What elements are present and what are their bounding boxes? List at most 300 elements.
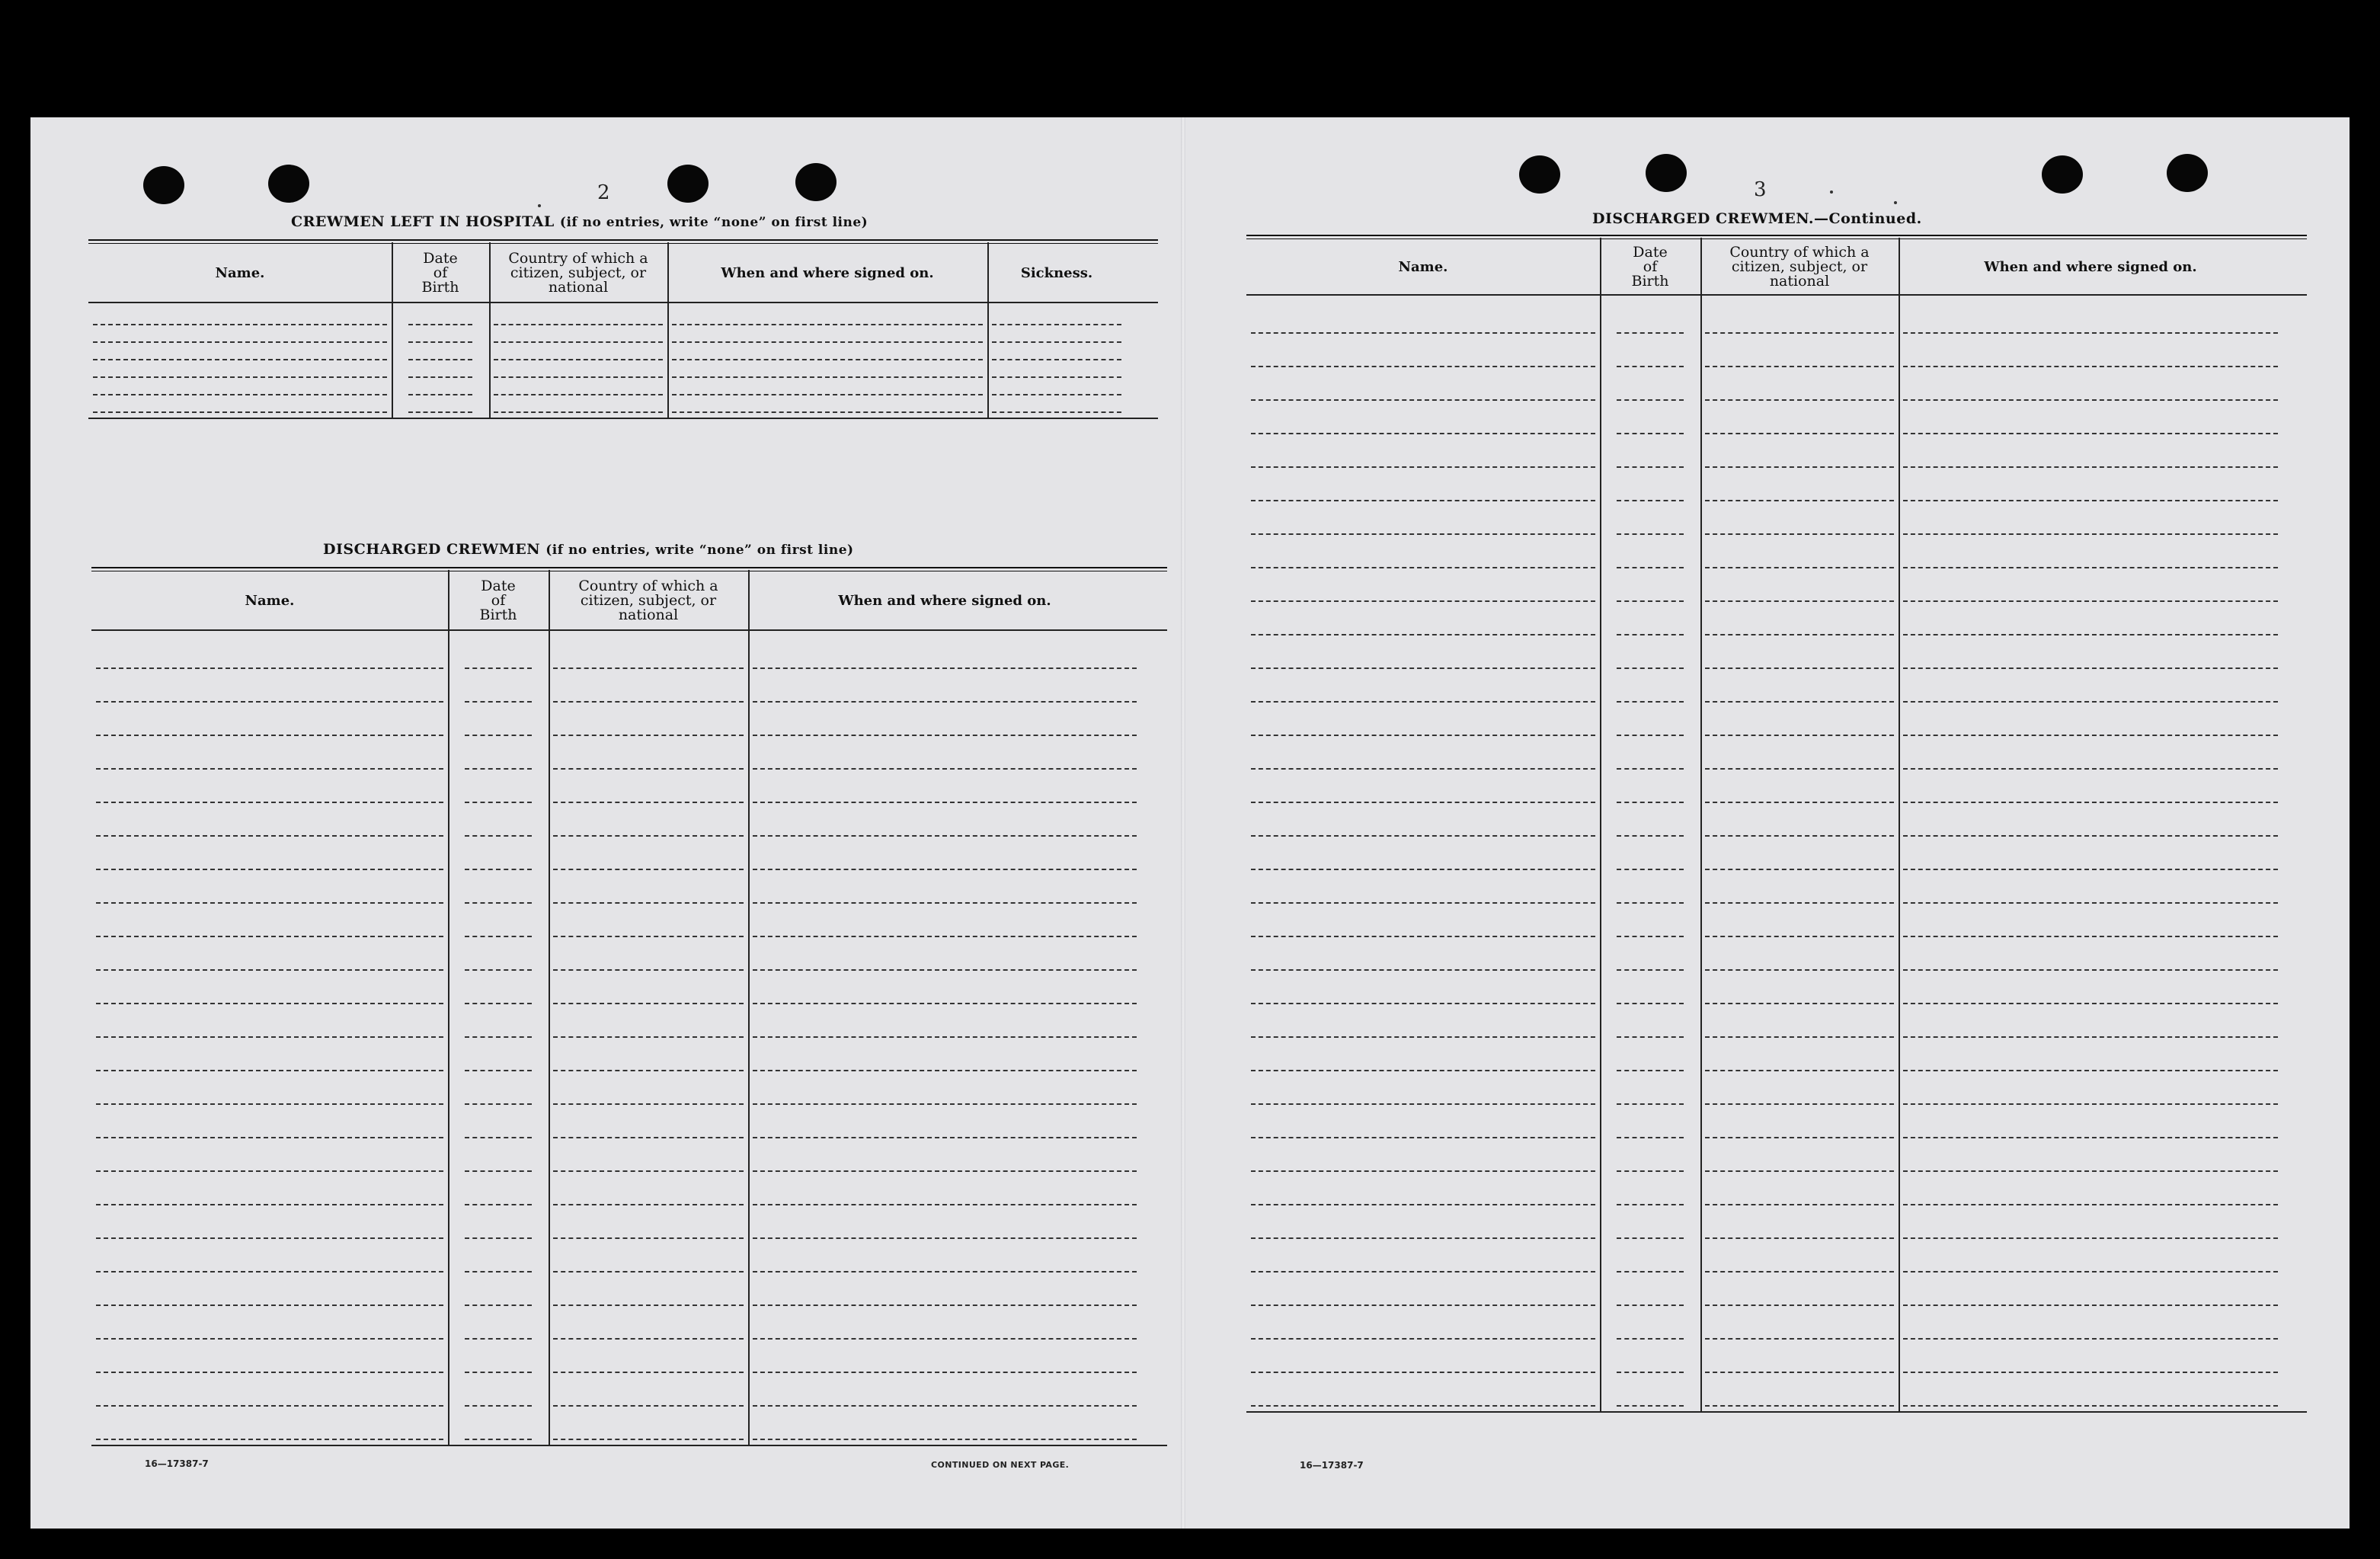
entry-line[interactable]: [1617, 1271, 1684, 1272]
entry-line[interactable]: [465, 969, 532, 971]
entry-line[interactable]: [753, 1405, 1137, 1407]
entry-line[interactable]: [1251, 701, 1595, 703]
entry-line[interactable]: [1705, 1103, 1894, 1105]
entry-line[interactable]: [553, 1003, 744, 1004]
entry-line[interactable]: [1705, 936, 1894, 937]
entry-line[interactable]: [494, 376, 663, 378]
entry-line[interactable]: [1705, 1070, 1894, 1071]
entry-line[interactable]: [992, 411, 1121, 413]
entry-line[interactable]: [1903, 366, 2278, 367]
entry-line[interactable]: [1903, 1103, 2278, 1105]
entry-line[interactable]: [1617, 634, 1684, 635]
table-bottom-rule: [88, 418, 1158, 419]
entry-line[interactable]: [1617, 802, 1684, 803]
entry-line[interactable]: [1705, 567, 1894, 568]
entry-line[interactable]: [96, 735, 443, 736]
entry-line[interactable]: [465, 1137, 532, 1138]
entry-line[interactable]: [753, 1338, 1137, 1340]
entry-line[interactable]: [553, 1338, 744, 1340]
entry-line[interactable]: [1617, 466, 1684, 468]
entry-line[interactable]: [494, 359, 663, 360]
discharged-table: [91, 567, 1167, 1451]
entry-line[interactable]: [1705, 1338, 1894, 1340]
entry-line[interactable]: [1251, 1204, 1595, 1205]
entry-line[interactable]: [753, 1237, 1137, 1239]
entry-line[interactable]: [465, 1237, 532, 1239]
entry-line[interactable]: [408, 411, 472, 413]
discharged-continued-table: [1246, 235, 2307, 1454]
entry-line[interactable]: [93, 359, 387, 360]
entry-line[interactable]: [753, 1137, 1137, 1138]
entry-line[interactable]: [96, 835, 443, 837]
page-fold: [1181, 117, 1185, 1529]
entry-line[interactable]: [1617, 902, 1684, 904]
entry-line[interactable]: [753, 802, 1137, 803]
entry-line[interactable]: [1705, 634, 1894, 635]
entry-line[interactable]: [992, 359, 1121, 360]
entry-line[interactable]: [553, 735, 744, 736]
entry-line[interactable]: [553, 1036, 744, 1038]
entry-line[interactable]: [93, 341, 387, 343]
entry-line[interactable]: [1705, 533, 1894, 535]
entry-line[interactable]: [1903, 1204, 2278, 1205]
entry-line[interactable]: [96, 969, 443, 971]
entry-line[interactable]: [1705, 1137, 1894, 1138]
punch-hole: [1519, 155, 1560, 194]
entry-line[interactable]: [1705, 1204, 1894, 1205]
entry-line[interactable]: [1903, 600, 2278, 602]
entry-line[interactable]: [1251, 1070, 1595, 1071]
entry-line[interactable]: [96, 1271, 443, 1272]
entry-line[interactable]: [465, 1204, 532, 1205]
entry-line[interactable]: [1251, 1170, 1595, 1172]
entry-line[interactable]: [1617, 567, 1684, 568]
entry-line[interactable]: [1705, 969, 1894, 971]
entry-line[interactable]: [465, 835, 532, 837]
entry-line[interactable]: [1705, 735, 1894, 736]
entry-line[interactable]: [96, 1204, 443, 1205]
entry-line[interactable]: [553, 802, 744, 803]
entry-line[interactable]: [1251, 500, 1595, 501]
entry-line[interactable]: [553, 1137, 744, 1138]
entry-line[interactable]: [553, 701, 744, 703]
entry-line[interactable]: [96, 1237, 443, 1239]
entry-line[interactable]: [465, 936, 532, 937]
entry-line[interactable]: [1705, 332, 1894, 334]
column-divider: [1700, 238, 1702, 1411]
entry-line[interactable]: [96, 869, 443, 870]
entry-line[interactable]: [1617, 500, 1684, 501]
entry-line[interactable]: [1617, 1372, 1684, 1373]
column-divider: [1899, 238, 1900, 1411]
entry-line[interactable]: [1251, 969, 1595, 971]
entry-line[interactable]: [1705, 701, 1894, 703]
entry-line[interactable]: [96, 1036, 443, 1038]
entry-line[interactable]: [96, 1170, 443, 1172]
entry-line[interactable]: [1251, 1036, 1595, 1038]
entry-line[interactable]: [553, 1237, 744, 1239]
entry-line[interactable]: [1617, 399, 1684, 401]
entry-line[interactable]: [1251, 366, 1595, 367]
entry-line[interactable]: [672, 359, 983, 360]
entry-line[interactable]: [1617, 1405, 1684, 1407]
entry-line[interactable]: [753, 1372, 1137, 1373]
entry-line[interactable]: [1903, 500, 2278, 501]
entry-line[interactable]: [553, 667, 744, 669]
entry-line[interactable]: [96, 1137, 443, 1138]
entry-line[interactable]: [1705, 1405, 1894, 1407]
entry-line[interactable]: [672, 341, 983, 343]
form-sheet: [30, 117, 2350, 1529]
entry-line[interactable]: [93, 376, 387, 378]
entry-line[interactable]: [96, 667, 443, 669]
entry-line[interactable]: [1251, 1003, 1595, 1004]
column-divider: [1600, 238, 1601, 1411]
entry-line[interactable]: [672, 376, 983, 378]
discharged-section-title: DISCHARGED CREWMEN (if no entries, write “none” on first line): [323, 541, 854, 558]
punch-hole: [2042, 155, 2083, 194]
entry-line[interactable]: [1903, 1305, 2278, 1306]
entry-line[interactable]: [1617, 1036, 1684, 1038]
entry-line[interactable]: [1617, 768, 1684, 770]
entry-line[interactable]: [1903, 1003, 2278, 1004]
entry-line[interactable]: [553, 768, 744, 770]
entry-line[interactable]: [465, 902, 532, 904]
entry-line[interactable]: [1617, 433, 1684, 434]
entry-line[interactable]: [408, 359, 472, 360]
entry-line[interactable]: [1617, 1170, 1684, 1172]
entry-line[interactable]: [1251, 936, 1595, 937]
entry-line[interactable]: [553, 1305, 744, 1306]
entry-line[interactable]: [1705, 1170, 1894, 1172]
entry-line[interactable]: [1903, 1137, 2278, 1138]
entry-line[interactable]: [1903, 1372, 2278, 1373]
column-divider: [392, 242, 393, 418]
entry-line[interactable]: [1251, 1405, 1595, 1407]
entry-line[interactable]: [553, 1204, 744, 1205]
entry-line[interactable]: [1705, 466, 1894, 468]
entry-line[interactable]: [1251, 600, 1595, 602]
discharged-continued-title: DISCHARGED CREWMEN.—Continued.: [1592, 210, 1922, 227]
entry-line[interactable]: [753, 1070, 1137, 1071]
entry-line[interactable]: [96, 1372, 443, 1373]
entry-line[interactable]: [1251, 1271, 1595, 1272]
entry-line[interactable]: [1903, 1405, 2278, 1407]
entry-line[interactable]: [93, 324, 387, 325]
entry-line[interactable]: [465, 1271, 532, 1272]
entry-line[interactable]: [753, 735, 1137, 736]
column-header: Country of which a citizen, subject, or national: [578, 577, 718, 623]
entry-line[interactable]: [1251, 667, 1595, 669]
entry-line[interactable]: [1251, 1237, 1595, 1239]
entry-line[interactable]: [494, 341, 663, 343]
entry-line[interactable]: [96, 1439, 443, 1440]
entry-line[interactable]: [494, 411, 663, 413]
column-header: When and where signed on.: [838, 592, 1051, 609]
form-code: 16—17387-7: [145, 1458, 209, 1469]
entry-line[interactable]: [1251, 533, 1595, 535]
entry-line[interactable]: [1903, 1237, 2278, 1239]
punch-hole: [268, 165, 309, 203]
column-header: When and where signed on.: [721, 264, 934, 281]
entry-line[interactable]: [753, 835, 1137, 837]
entry-line[interactable]: [1705, 667, 1894, 669]
entry-line[interactable]: [1251, 1103, 1595, 1105]
entry-line[interactable]: [1903, 533, 2278, 535]
entry-line[interactable]: [1617, 533, 1684, 535]
entry-line[interactable]: [553, 1439, 744, 1440]
entry-line[interactable]: [753, 1439, 1137, 1440]
entry-line[interactable]: [753, 768, 1137, 770]
entry-line[interactable]: [1903, 936, 2278, 937]
entry-line[interactable]: [992, 341, 1121, 343]
entry-line[interactable]: [1251, 1137, 1595, 1138]
continued-note: CONTINUED ON NEXT PAGE.: [931, 1460, 1070, 1470]
entry-line[interactable]: [1903, 567, 2278, 568]
entry-line[interactable]: [1705, 835, 1894, 837]
entry-line[interactable]: [96, 1070, 443, 1071]
entry-line[interactable]: [1903, 869, 2278, 870]
column-divider: [448, 570, 449, 1445]
entry-line[interactable]: [96, 936, 443, 937]
entry-line[interactable]: [553, 902, 744, 904]
entry-line[interactable]: [1617, 667, 1684, 669]
entry-line[interactable]: [553, 835, 744, 837]
entry-line[interactable]: [1903, 802, 2278, 803]
entry-line[interactable]: [553, 1170, 744, 1172]
entry-line[interactable]: [1903, 835, 2278, 837]
entry-line[interactable]: [1705, 1036, 1894, 1038]
entry-line[interactable]: [465, 768, 532, 770]
entry-line[interactable]: [992, 376, 1121, 378]
column-header: Name.: [245, 592, 295, 609]
entry-line[interactable]: [1617, 332, 1684, 334]
entry-line[interactable]: [1705, 768, 1894, 770]
entry-line[interactable]: [1705, 1003, 1894, 1004]
column-divider: [748, 570, 750, 1445]
entry-line[interactable]: [465, 667, 532, 669]
entry-line[interactable]: [753, 1036, 1137, 1038]
entry-line[interactable]: [1903, 701, 2278, 703]
entry-line[interactable]: [753, 869, 1137, 870]
entry-line[interactable]: [992, 394, 1121, 395]
entry-line[interactable]: [465, 1070, 532, 1071]
entry-line[interactable]: [465, 1405, 532, 1407]
form-code: 16—17387-7: [1300, 1460, 1364, 1471]
column-header: Name.: [215, 264, 265, 281]
entry-line[interactable]: [753, 667, 1137, 669]
column-divider: [667, 242, 669, 418]
entry-line[interactable]: [465, 735, 532, 736]
column-header: Date of Birth: [1631, 243, 1669, 290]
punch-hole: [667, 165, 709, 203]
entry-line[interactable]: [465, 701, 532, 703]
entry-line[interactable]: [96, 1003, 443, 1004]
entry-line[interactable]: [1705, 1237, 1894, 1239]
entry-line[interactable]: [1251, 735, 1595, 736]
column-header: Name.: [1398, 258, 1448, 275]
entry-line[interactable]: [753, 1003, 1137, 1004]
entry-line[interactable]: [408, 394, 472, 395]
entry-line[interactable]: [465, 1170, 532, 1172]
entry-line[interactable]: [96, 802, 443, 803]
entry-line[interactable]: [553, 1372, 744, 1373]
entry-line[interactable]: [1903, 969, 2278, 971]
entry-line[interactable]: [96, 1338, 443, 1340]
entry-line[interactable]: [96, 902, 443, 904]
hospital-section-title: CREWMEN LEFT IN HOSPITAL (if no entries, write “none” on first line): [291, 213, 869, 230]
entry-line[interactable]: [553, 969, 744, 971]
entry-line[interactable]: [1903, 634, 2278, 635]
punch-hole: [1646, 154, 1687, 192]
entry-line[interactable]: [672, 324, 983, 325]
entry-line[interactable]: [1251, 1305, 1595, 1306]
entry-line[interactable]: [553, 869, 744, 870]
entry-line[interactable]: [1705, 433, 1894, 434]
entry-line[interactable]: [1705, 366, 1894, 367]
entry-line[interactable]: [1903, 667, 2278, 669]
entry-line[interactable]: [465, 1372, 532, 1373]
entry-line[interactable]: [408, 376, 472, 378]
entry-line[interactable]: [1903, 1036, 2278, 1038]
entry-line[interactable]: [1903, 433, 2278, 434]
entry-line[interactable]: [1903, 1170, 2278, 1172]
entry-line[interactable]: [1251, 835, 1595, 837]
entry-line[interactable]: [753, 1204, 1137, 1205]
entry-line[interactable]: [1705, 802, 1894, 803]
column-divider: [549, 570, 550, 1445]
entry-line[interactable]: [1903, 466, 2278, 468]
entry-line[interactable]: [1617, 1237, 1684, 1239]
entry-line[interactable]: [1903, 768, 2278, 770]
entry-line[interactable]: [553, 936, 744, 937]
entry-line[interactable]: [753, 969, 1137, 971]
entry-line[interactable]: [1251, 902, 1595, 904]
entry-line[interactable]: [1617, 969, 1684, 971]
entry-line[interactable]: [465, 1003, 532, 1004]
entry-line[interactable]: [1617, 701, 1684, 703]
entry-line[interactable]: [1617, 600, 1684, 602]
entry-line[interactable]: [1903, 902, 2278, 904]
entry-line[interactable]: [1617, 1003, 1684, 1004]
entry-line[interactable]: [1617, 869, 1684, 870]
entry-line[interactable]: [1251, 768, 1595, 770]
entry-line[interactable]: [553, 1405, 744, 1407]
entry-line[interactable]: [1251, 634, 1595, 635]
entry-line[interactable]: [1617, 366, 1684, 367]
entry-line[interactable]: [494, 394, 663, 395]
page-number: 2: [597, 181, 610, 204]
entry-line[interactable]: [465, 1103, 532, 1105]
entry-line[interactable]: [1903, 399, 2278, 401]
entry-line[interactable]: [1705, 869, 1894, 870]
entry-line[interactable]: [465, 869, 532, 870]
punch-hole: [143, 166, 184, 204]
entry-line[interactable]: [1617, 735, 1684, 736]
entry-line[interactable]: [753, 1271, 1137, 1272]
entry-line[interactable]: [553, 1271, 744, 1272]
entry-line[interactable]: [1251, 1372, 1595, 1373]
entry-line[interactable]: [1617, 835, 1684, 837]
entry-line[interactable]: [1903, 1271, 2278, 1272]
column-header: Country of which a citizen, subject, or national: [1729, 243, 1870, 290]
entry-line[interactable]: [93, 394, 387, 395]
entry-line[interactable]: [93, 411, 387, 413]
entry-line[interactable]: [1251, 466, 1595, 468]
entry-line[interactable]: [553, 1103, 744, 1105]
column-divider: [987, 242, 989, 418]
entry-line[interactable]: [1903, 1070, 2278, 1071]
punch-hole: [2167, 154, 2208, 192]
entry-line[interactable]: [1251, 802, 1595, 803]
entry-line[interactable]: [1617, 1305, 1684, 1306]
entry-line[interactable]: [1251, 567, 1595, 568]
entry-line[interactable]: [1705, 500, 1894, 501]
entry-line[interactable]: [408, 341, 472, 343]
entry-line[interactable]: [1903, 332, 2278, 334]
entry-line[interactable]: [1705, 1372, 1894, 1373]
entry-line[interactable]: [753, 701, 1137, 703]
entry-line[interactable]: [1617, 936, 1684, 937]
entry-line[interactable]: [1251, 869, 1595, 870]
entry-line[interactable]: [465, 1439, 532, 1440]
entry-line[interactable]: [753, 1305, 1137, 1306]
entry-line[interactable]: [1903, 735, 2278, 736]
entry-line[interactable]: [494, 324, 663, 325]
entry-line[interactable]: [1903, 1338, 2278, 1340]
entry-line[interactable]: [1705, 399, 1894, 401]
entry-line[interactable]: [753, 936, 1137, 937]
entry-line[interactable]: [1705, 902, 1894, 904]
header-bottom-rule: [1246, 294, 2307, 296]
entry-line[interactable]: [672, 411, 983, 413]
entry-line[interactable]: [672, 394, 983, 395]
entry-line[interactable]: [96, 1305, 443, 1306]
entry-line[interactable]: [408, 324, 472, 325]
entry-line[interactable]: [1251, 399, 1595, 401]
entry-line[interactable]: [96, 1103, 443, 1105]
entry-line[interactable]: [465, 1338, 532, 1340]
entry-line[interactable]: [465, 1305, 532, 1306]
entry-line[interactable]: [753, 1170, 1137, 1172]
entry-line[interactable]: [96, 1405, 443, 1407]
entry-line[interactable]: [753, 1103, 1137, 1105]
entry-line[interactable]: [1617, 1204, 1684, 1205]
entry-line[interactable]: [753, 902, 1137, 904]
table-bottom-rule: [1246, 1411, 2307, 1413]
entry-line[interactable]: [553, 1070, 744, 1071]
entry-line[interactable]: [1251, 433, 1595, 434]
page-number: 3: [1754, 178, 1767, 201]
entry-line[interactable]: [1705, 600, 1894, 602]
entry-line[interactable]: [1251, 332, 1595, 334]
entry-line[interactable]: [465, 802, 532, 803]
entry-line[interactable]: [992, 324, 1121, 325]
entry-line[interactable]: [465, 1036, 532, 1038]
column-divider: [489, 242, 491, 418]
entry-line[interactable]: [1617, 1103, 1684, 1105]
punch-hole: [795, 163, 837, 201]
entry-line[interactable]: [1251, 1338, 1595, 1340]
entry-line[interactable]: [1617, 1338, 1684, 1340]
entry-line[interactable]: [1705, 1271, 1894, 1272]
entry-line[interactable]: [96, 701, 443, 703]
entry-line[interactable]: [1705, 1305, 1894, 1306]
column-header: Sickness.: [1020, 264, 1093, 281]
entry-line[interactable]: [1617, 1070, 1684, 1071]
entry-line[interactable]: [1617, 1137, 1684, 1138]
entry-line[interactable]: [96, 768, 443, 770]
